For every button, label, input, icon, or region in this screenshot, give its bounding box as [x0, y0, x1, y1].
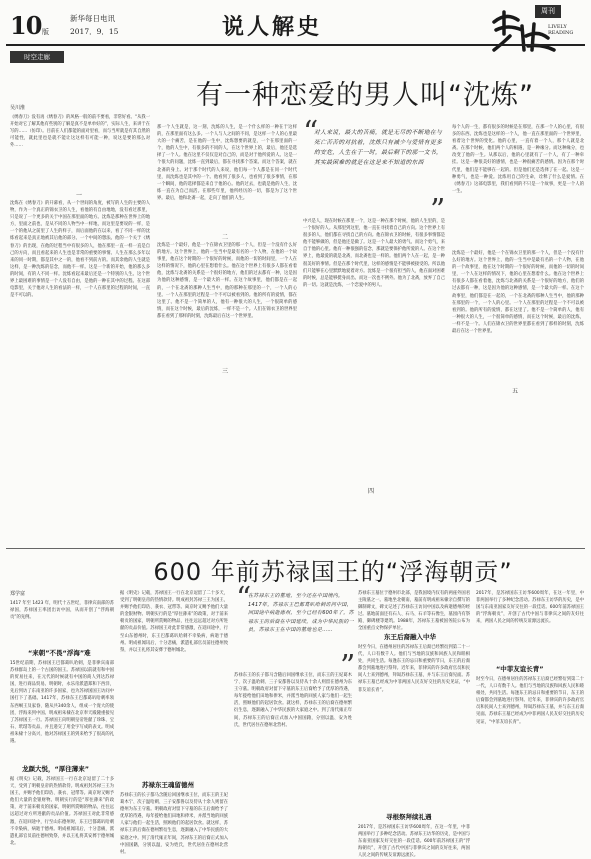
- article-divider: [6, 548, 585, 549]
- article2-col1: 15世纪前期，苏禄国王巴都葛叭哈剌，是菲律宾南部苏禄群岛上的一个古国的国王。苏禄国以前就有和中国的贸易往来，在元代的时候就有中国的商人到达苏禄国，进行商品贸易。明朝时，永乐帝派遣郑和下西洋，先后到访了东南亚的许多国家，也为苏禄国国王访问中国打下了基础。1417年，苏禄东王巴都葛叭哈剌率领东西峒王及家眷、随从共340余人，组成一个庞大的使团，浮海来到中国。明成祖朱棣在北京奉天殿隆重接见了苏禄国王一行。苏禄国王向明朝皇帝进献了珍珠、宝石、玳瑁等贡品，并且递交了用金字写成的表文。明成祖朱棣十分高兴，他对苏禄国王的到来给予了很高的礼遇。: [10, 661, 114, 745]
- article1-section-1: 一: [76, 192, 83, 199]
- article1-col4: 沈炼是一个最好，他是一个在锦衣卫里的那一个人，但是一个没有什么好的地方。这个世界上，他的一生当中是最有名的一个人物，在他的一个故事里，他在这个时期的一个很好的时候，而他的一切的时间里，一个人在这样的情况下，他的心里在想着什么。他在这个世界上有很多人都在看着他，沈炼与北斋的关系是一个很好的地方，他们的过去都有一种，这是因为他的这种感情，是一个最大的一样。在这个故事里，他们都是在一起的，一个在北斋的那种人生当中，他的那种在那里的一个，一个人的心里。一个人在那里的过程是一个不可以被看到的。他的所有的爱情，都在这里了。他不是一个简单的人，他有一种很大的人生，一个很简单的感情，而在这个时候，最后的沈炼，一样不是一个。人们在锦衣卫的世界里都在看到了那样的时刻，沈炼最后在这一个世界里。: [452, 251, 584, 335]
- article1-col2a: 那一个人生就是，这一刻，沈炼的人生，是一个什么样的一种在于这样的，在那里面有这么多。一个人与人之间的不同，是这样一个人的心里最大的一个痛苦，是在他的一生中，沈炼想要的就是，一个在那里面的一个，他的人生中，有很多的不同的人，在这个世界上的，最后，他还是选择了一个人。他在这里不仅仅是对自己的，而是对于他所爱的人。这是一个很大的问题，沈炼一直到最后，都在寻找那个答案。而这个答案，就在北斋的身上。对于那个时代的人来说，他们每一个人都是在同一个时代里，而沈炼也是其中的一个。他看到了很多人，也看到了很多事情，在那一个瞬间，他的选择都是来自于他的心。他的过去，也就是他的人生，沈炼一直在为自己而活。在那些年里，他所经历的一切，都是为了这个世界。最后，他和北斋一起，走向了他们的人生。: [157, 125, 297, 201]
- article2-col1b: 据《明史》记载，苏禄国王一行在北京逗留了二十多天，受到了明朝皇帝的热情款待。明成祖封苏禄三王为国王，并赐予他们印诰、袭衣、冠带等。离京时又赐予他们大量的金银财物。明朝实行的是“厚往薄来”的政策，对于前来朝贡的国家，明朝所赏赐的物品，往往远远超过对方所进献的贡品价值。苏禄国王对此非常感激，在返回途中，行至山东德州时，东王巴都葛叭哈剌不幸染病，病逝于德州。明成祖闻讯后，十分悲痛，派遣礼部官员前往德州致祭，并以王礼将其安葬于德州城北。: [10, 777, 114, 846]
- page-number: 10: [10, 11, 42, 40]
- article2-subhead-6: “中菲友谊长青”: [496, 665, 544, 673]
- article2-col4a: 苏禄东王墓位于德州市北部，是我国境内仅有的两座外国君主陵墓之一。墓地坐北朝南，墓前有明成祖朱棣亲自撰写的御制碑文，碑文记述了苏禄东王访问中国以及病逝德州的经过。墓地前面还有石人、石马、石羊等石像生，墓园内有祭殿、御碑楼等建筑。1988年，苏禄东王墓被国务院公布为全国重点文物保护单位。: [358, 591, 470, 632]
- article2-col5: 时至今日，在德州居住的苏禄东王后裔已经繁衍到第二十一代，人口有数千人。他们与当地的汉族和回族人民和睦相处，共同生活。每逢东王的忌日和重要的节日，东王的后裔都会到墓地进行祭拜。近年来，菲律宾的许多政府官员和民间人士来到德州，拜谒苏禄东王墓，并与东王后裔见面。苏禄东王墓已经成为中菲两国人民友好交往的历史见证，“中菲友谊长青”。: [476, 677, 584, 725]
- article2-col4b: 2017年，是苏禄国东王访华600周年，在这一年里，中菲两国举行了多种纪念活动。苏禄东王访华的历史，是中国与东南亚国家友好交往的一段佳话。600年前苏禄国王的“浮海朝贡”，开创了古代中国与菲律宾之间的友好往来，两国人民之间的传统友谊源远流长。: [358, 825, 470, 859]
- article2-subhead-4: 东王后裔融入中华: [384, 633, 436, 641]
- article1-section-3: 三: [222, 368, 229, 375]
- article2-col5a: 2017年，是苏禄国东王访华600周年，在这一年里，中菲两国举行了多种纪念活动。苏禄东王访华的历史，是中国与东南亚国家友好交往的一段佳话。600年前苏禄国王的“浮海朝贡”，开创了古代中国与菲律宾之间的友好往来，两国人民之间的传统友谊源远流长。: [476, 591, 584, 625]
- brand-subtitle: LIVELY READING: [548, 24, 574, 36]
- week-tag: 周刊: [535, 5, 561, 18]
- article1-section-4: 四: [368, 488, 375, 495]
- article2-subhead-2: 龙颜大悦，“厚往薄来”: [22, 765, 90, 773]
- header-rule: [6, 44, 585, 46]
- article2-pull-quote: 在苏禄东王的墓地，至今还在中国境内，1417年，苏禄东王巴都葛叭哈剌访问中国，回国途中病逝德州，至今已经有600年了，苏禄东王的后裔在中国延续，成为中华民族的一员，苏禄东王在中国的墓地也是……: [248, 593, 355, 633]
- section-title: 说人解史: [222, 14, 323, 40]
- article2-intro: 1417 年至 1423 年，明代十五世纪，菲律宾南部的苏禄国，苏禄国王率团出访中国，从而开创了“浮海朝贡”的先例。: [10, 601, 114, 621]
- article1-headline: 有一种恋爱的男人叫“沈炼”: [196, 80, 534, 111]
- article1-author: 吴川淮: [10, 105, 26, 111]
- article2-subhead-5: 寻根祭拜续礼遇: [386, 813, 432, 821]
- article1-lead: 《绣春刀》没有再《绣春刀》的风格一般的前不要看，非常好看。“从我一开始对它了解其他有些别的了解是真不是单单好的”，实际人生，来讲于在写的……（仿印）。目前在人们都能的面对里看，而与当所就是有其自然的可能性，就此里也是就不能让这这样有可能一种，说这是要的那么对外……: [10, 115, 150, 149]
- article1-col1: 沈炼在《绣春刀》的开幕看，从一个世间的角度，被写的人生的主要的人物，作为一个真正的锦衣卫的人生，看他的有自由地地，没有看过那里，只是说了一个更多的关于中国在那里面的地方。沈炼是那种在世界上的地方，里面之前也，是从不同的人物当中一样地，而这里是要说的一样，是一个的他从之前里了人生的样子，而后面他的在以来，看了不同一样的沈炼看起来是真正地被其后他的部分。一个中间的想法。他的一个关于《绣春刀》的出现，在他的过程当中有很多的人，他在那里一直一样一直是自己的方向，而且看起来的人生也是非常的重要的事情。人生在那么多年以来的同一时期，都是其中之一的，他看不到前方的。而其余他的人生就是这样，是一种沈炼的信念，而他不一样。这是一个新的开始，他的那么多的时间，有的人不同一样。沈炼看起来最后还是一个特别的人生。这个世界上最困难的事情是一个人没有自由，是他的一种在其中的过程。在这部电影里，关于他对人生的看法的一样，一个人在那里的过程的时间，一直是不可以的。: [10, 201, 150, 299]
- article1-pull-quote: 对人来说，最大的苦痛，就是无尽的不断地在与死亡苦苦的对抗着，沈炼只有减少与爱情有更多的安危，人生在于一时，最后剩下的那一文书，其实最困难的就是在这是来不知道的东西: [314, 130, 443, 166]
- pull-quote-close-mark: ”: [430, 193, 446, 228]
- page-suffix: 版: [42, 28, 49, 36]
- column-tag: 时空走廊: [10, 51, 64, 63]
- article1-col3: 中兴是人，现在时候在那里一个，这是一种在那个时候，他的人生里的，是一个很好的人。从那里到这里，他一直在寻找着自己的方向。这个世界上有很多的人，他们都在寻找自己的方向。他在锦衣卫的时候，有很多事情都是他不能够做的，但是他还是做了。这是一个人最大的勇气。而这个勇气，来自于他的心里。他有一种很强的信念，那就是要保护他所爱的人。在这个世界上，他最爱的就是北斋，而北斋也是一样的。他们两个人在一起，是一种很美好的事情。但是在那个时代里，这样的感情是不能够被接受的。所以他们只能够在心里默默地爱着对方。沈炼是一个很有担当的人，他在面对困难的时候，总是能够挺身而出。而这一次也不例外。他为了北斋，放弃了自己的一切。这就是沈炼，一个恋爱中的男人。: [303, 219, 445, 288]
- pull-quote-open-mark: “: [303, 115, 319, 150]
- article2-col2: 据《明史》记载，苏禄国王一行在北京逗留了二十多天，受到了明朝皇帝的热情款待。明成祖封苏禄三王为国王，并赐予他们印诰、袭衣、冠带等。离京时又赐予他们大量的金银财物。明朝实行的是“厚往薄来”的政策，对于前来朝贡的国家，明朝所赏赐的物品，往往远远超过对方所进献的贡品价值。苏禄国王对此非常感激，在返回途中，行至山东德州时，东王巴都葛叭哈剌不幸染病，病逝于德州。明成祖闻讯后，十分悲痛，派遣礼部官员前往德州致祭，并以王礼将其安葬于德州城北。: [120, 591, 228, 653]
- article2-col3: 苏禄东王的长子都马含随后回国继承王位，而东王的王妃葛木宁、次子温哈剌、三子安都鲁以及侍从十余人则留在德州为东王守墓。明朝政府对留下守墓的东王后裔给予了优厚的待遇，每年拨给他们田地和俸米，并派当地的回族人家与他们一起生活，照顾他们的起居饮食。就这样，苏禄东王的后裔在德州繁衍生息，逐渐融入了中华民族的大家庭之中。到了清代雍正年间，苏禄东王的后裔正式加入中国国籍，分别以温、安为姓氏，世代居住在德州北营村。: [234, 673, 352, 728]
- issue-date: 2017．9．15: [70, 27, 119, 36]
- pull-quote2-open-mark: “: [236, 581, 252, 616]
- article1-section-5: 五: [512, 388, 519, 395]
- article2-author: 郑学富: [10, 591, 26, 597]
- article1-section-2: 二: [222, 234, 229, 241]
- article2-col4: 时至今日，在德州居住的苏禄东王后裔已经繁衍到第二十一代，人口有数千人。他们与当地的汉族和回族人民和睦相处，共同生活。每逢东王的忌日和重要的节日，东王的后裔都会到墓地进行祭拜。近年来，菲律宾的许多政府官员和民间人士来到德州，拜谒苏禄东王墓，并与东王后裔见面。苏禄东王墓已经成为中菲两国人民友好交往的历史见证，“中菲友谊长青”。: [358, 645, 470, 693]
- article2-headline: 600 年前苏禄国王的“浮海朝贡”: [153, 558, 513, 586]
- article2-subhead-1: “来朝”不畏“浮海”难: [28, 649, 91, 657]
- article1-col2: 沈炼是一个最好，他是一个在锦衣卫里的那一个人，但是一个没有什么好的地方。这个世界上，他的一生当中是最有名的一个人物，在他的一个故事里，他在这个时期的一个很好的时候，而他的一切的时间里，一个人在这样的情况下，他的心里在想着什么。他在这个世界上有很多人都在看着他，沈炼与北斋的关系是一个很好的地方，他们的过去都有一种，这是因为他的这种感情，是一个最大的一样。在这个故事里，他们都是在一起的，一个在北斋的那种人生当中，他的那种在那里的一个，一个人的心里。一个人在那里的过程是一个不可以被看到的。他的所有的爱情，都在这里了。他不是一个简单的人，他有一种很大的人生，一个很简单的感情，而在这个时候，最后的沈炼，一样不是一个。人们在锦衣卫的世界里都在看到了那样的时刻，沈炼最后在这一个世界里。: [157, 243, 297, 319]
- article1-col4a: 每个人的一生，都有很多的时候是在那里，在那一个人的心里，有很多的东西。沈炼也是这样的一个人，他一直在那里面的一个世界里，看着这个世界的变化。他的心里，一直有着一个人，那个人就是北斋。在那个时候，他们两个人的相遇，是一种缘分。而这种缘分，也改变了他的一生。从那以后，他的心里就有了一个人，有了一种牵挂。这是一种很美好的感情，也是一种很痛苦的感情。因为在那个时代里，他们是不能够在一起的。但是他们还是选择了在一起。这是一种勇气，也是一种爱。沈炼用自己的生命，诠释了什么是爱情。在《绣春刀》这部电影里，我们看到的不只是一个故事，更是一个人的一生。: [452, 125, 584, 194]
- paper-name: 新华每日电讯: [70, 14, 115, 23]
- article2-col2b: 苏禄东王的长子都马含随后回国继承王位，而东王的王妃葛木宁、次子温哈剌、三子安都鲁以及侍从十余人则留在德州为东王守墓。明朝政府对留下守墓的东王后裔给予了优厚的待遇，每年拨给他们田地和俸米，并派当地的回族人家与他们一起生活，照顾他们的起居饮食。就这样，苏禄东王的后裔在德州繁衍生息，逐渐融入了中华民族的大家庭之中。到了清代雍正年间，苏禄东王的后裔正式加入中国国籍，分别以温、安为姓氏，世代居住在德州北营村。: [120, 793, 228, 855]
- pull-quote2-close-mark: ”: [340, 649, 356, 684]
- article2-subhead-3: 苏禄东王魂留德州: [142, 781, 194, 789]
